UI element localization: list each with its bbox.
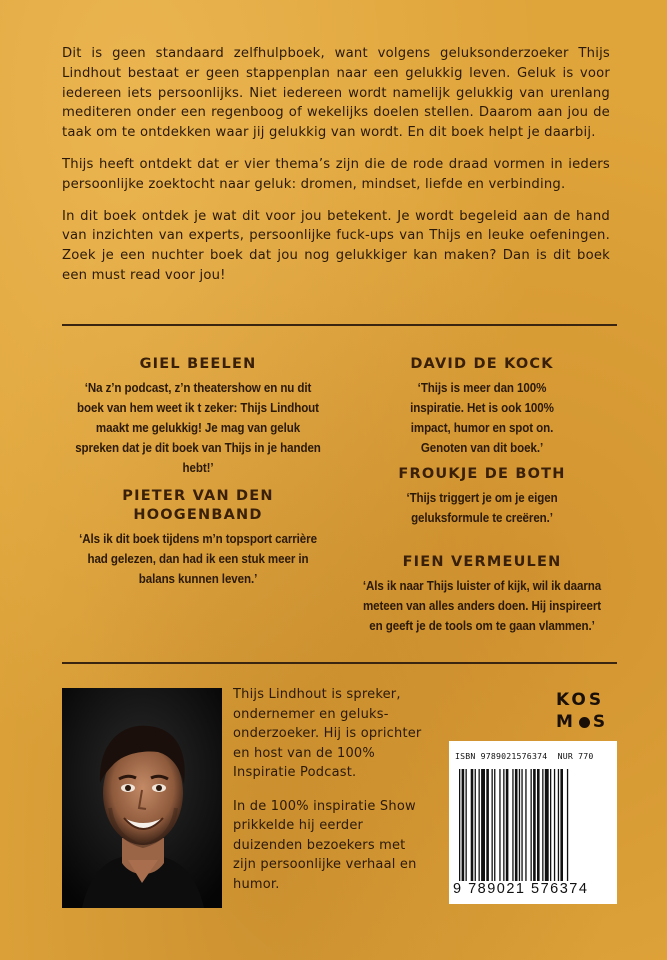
divider-top: [62, 324, 617, 326]
quote-text: ‘Als ik dit boek tijdens m’n topsport carrière had gelezen, dan had ik een stuk meer in balans kunnen leven.’: [79, 532, 317, 586]
logo-line-1: KOS: [556, 690, 605, 710]
quote-author: PIETER VAN DEN HOOGENBAND: [122, 488, 274, 523]
author-portrait-icon: [62, 688, 222, 908]
logo-letter-m: M: [556, 712, 576, 732]
quote-froukje-de-both: [348, 465, 616, 528]
quote-author: GIEL BEELEN: [139, 356, 257, 372]
author-bio: [233, 685, 428, 908]
nur-label: NUR 770: [557, 751, 594, 761]
quote-text: ‘Thijs triggert je om je eigen geluksformule te creëren.’: [406, 491, 558, 525]
intro-paragraph-2: Thijs heeft ontdekt dat er vier thema’s zijn die de rode draad vormen in ieders persoonlijke zoektocht naar geluk: dromen, mindset, liefde en verbinding.: [62, 156, 610, 192]
publisher-logo-kosmos: [556, 689, 616, 733]
quote-text: ‘Als ik naar Thijs luister of kijk, wil ik daarna meteen van alles anders doen. Hij inspireert en geeft je de tools om te gaan vlammen.’: [362, 579, 602, 633]
bio-paragraph-2: In de 100% inspiratie Show prikkelde hij eerder duizenden bezoekers met zijn persoonlijke verhaal en humor.: [233, 798, 417, 892]
logo-letter-s: S: [592, 712, 609, 732]
logo-line-2: [556, 711, 616, 733]
quote-text: ‘Thijs is meer dan 100% inspiratie. Het is ook 100% impact, humor en spot on. Genoten van dit boek.’: [410, 381, 554, 455]
barcode-number: 9 789021 576374: [453, 881, 589, 897]
isbn-label: ISBN 9789021576374: [455, 751, 548, 761]
quote-author: FROUKJE DE BOTH: [398, 466, 566, 482]
author-photo: [62, 688, 222, 908]
bio-paragraph-1: Thijs Lindhout is spreker, ondernemer en geluks-onderzoeker. Hij is oprichter en host van de 100% Inspiratie Podcast.: [233, 687, 422, 780]
barcode-box: [449, 741, 617, 904]
intro-paragraph-1: Dit is geen standaard zelfhulpboek, want volgens geluksonderzoeker Thijs Lindhout bestaat er geen stappenplan naar een gelukkig leven. Geluk is voor iedereen iets persoonlijks. Niet iedereen wordt namelijk gelukkig van urenlang mediteren onder een regenboog of wekelijks doelen stellen. Daarom aan jou de taak om te ontdekken waar jij gelukkig van wordt. En dit boek helpt je daarbij.: [62, 46, 610, 141]
barcode-bars-icon: [459, 769, 607, 881]
divider-bottom: [62, 662, 617, 664]
quote-text: ‘Na z’n podcast, z’n theatershow en nu dit boek van hem weet ik t zeker: Thijs Lindhout maakt me gelukkig! Je mag van geluk spreken dat je dit boek van Thijs in je handen hebt!’: [75, 381, 321, 475]
quote-fien-vermeulen: [348, 553, 616, 636]
quote-giel-beelen: [62, 355, 334, 478]
intro-paragraph-3: In dit boek ontdek je wat dit voor jou betekent. Je wordt begeleid aan de hand van inzichten van experts, persoonlijke fuck-ups van Thijs en leuke oefeningen. Zoek je een nuchter boek dat jou nog gelukkiger kan maken? Dan is dit boek een must read voor jou!: [62, 208, 610, 283]
quote-david-de-kock: [348, 355, 616, 458]
logo-dot-icon: [579, 717, 590, 728]
barcode-header: [455, 751, 611, 761]
intro-text: [62, 44, 610, 298]
quote-author: FIEN VERMEULEN: [402, 554, 562, 570]
quote-pieter-van-den-hoogenband: [62, 487, 334, 589]
quote-author: DAVID DE KOCK: [410, 356, 554, 372]
